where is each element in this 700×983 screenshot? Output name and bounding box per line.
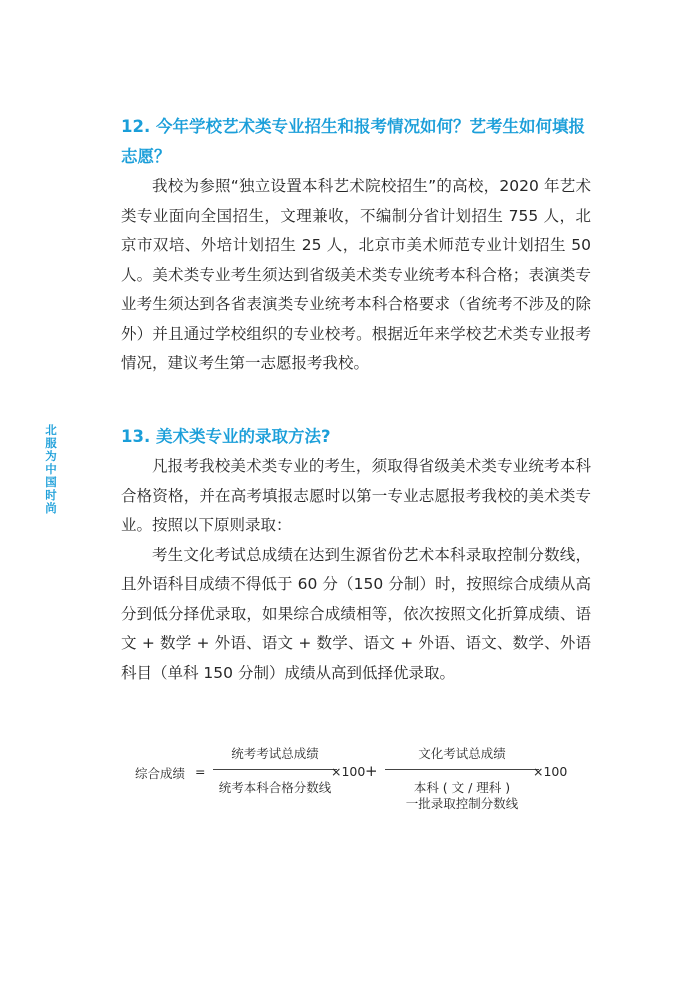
fraction-1-numerator: 统考考试总成绩 [231, 746, 319, 761]
question-13-answer-2: 考生文化考试总成绩在达到生源省份艺术本科录取控制分数线，且外语科目成绩不得低于 60 分（150 分制）时，按照综合成绩从高分到低分择优录取，如果综合成绩相等，依次按照文化折算成绩、语文 + 数学 + 外语、语文 + 数学、语文 + 外语、语文、数学、外语科目（单科 150 分制）成绩从高到低择优录取。 [121, 545, 591, 682]
question-12 [121, 112, 591, 379]
formula-multiplier-2: ×100 [533, 764, 568, 779]
question-13 [121, 422, 591, 688]
fraction-2-numerator: 文化考试总成绩 [418, 746, 506, 761]
formula-equals: = [195, 764, 206, 779]
question-12-title: 12. 今年学校艺术类专业招生和报考情况如何？艺考生如何填报志愿？ [121, 117, 585, 166]
fraction-1-denominator: 统考本科合格分数线 [218, 780, 332, 795]
formula-lhs: 综合成绩 [135, 766, 186, 781]
formula-multiplier-1: ×100 [331, 764, 366, 779]
score-formula [135, 736, 575, 826]
fraction-2-denominator-line-1: 本科 ( 文 / 理科 ) [413, 780, 511, 795]
page-content [121, 112, 591, 682]
question-12-answer: 我校为参照“独立设置本科艺术院校招生”的高校，2020 年艺术类专业面向全国招生，文理兼收，不编制分省计划招生 755 人，北京市双培、外培计划招生 25 人，北京市美术师范专业计划招生 50 人。美术类专业考生须达到省级美术类专业统考本科合格；表演类专业考生须达到各省表演类专业统考本科合格要求（省统考不涉及的除外）并且通过学校组织的专业校考。根据近年来学校艺术类专业报考情况，建议考生第一志愿报考我校。 [121, 177, 591, 372]
formula-plus: + [365, 762, 378, 780]
fraction-1-bar [213, 769, 337, 770]
fraction-2-bar [385, 769, 539, 770]
side-tab-label: 北服为中国时尚 [45, 423, 57, 515]
fraction-2-denominator-line-2: 一批录取控制分数线 [405, 796, 519, 811]
question-13-title: 13. 美术类专业的录取方法? [121, 427, 331, 446]
question-13-answer-1: 凡报考我校美术类专业的考生，须取得省级美术类专业统考本科合格资格，并在高考填报志愿时以第一专业志愿报考我校的美术类专业。按照以下原则录取： [121, 457, 591, 534]
